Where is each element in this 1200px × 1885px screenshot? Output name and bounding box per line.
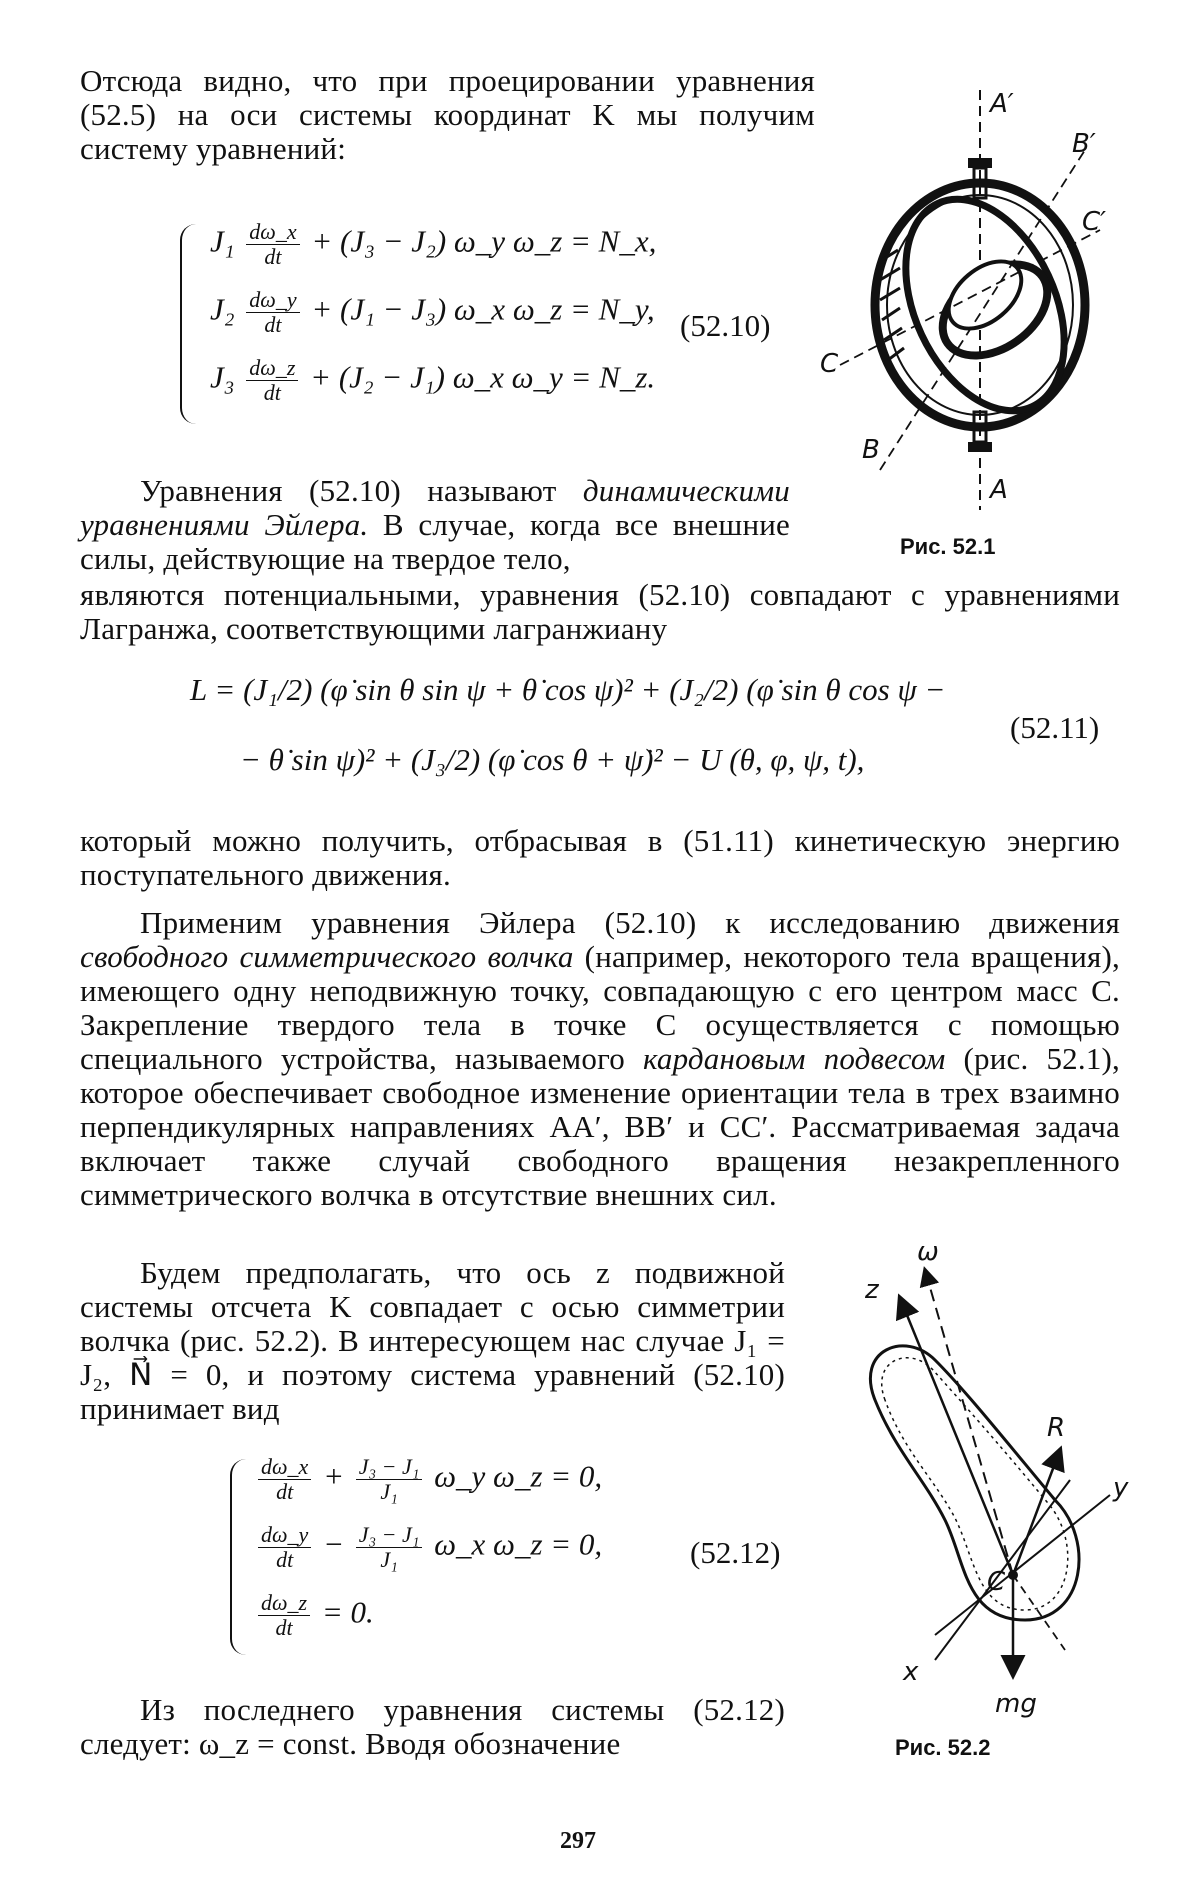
gimbal-drawing xyxy=(820,80,1120,540)
label-c-prime: C′ xyxy=(1082,207,1107,237)
equation-52-11-line-2: − θ̇ sin ψ)² + (J₃/2) (φ̇ cos θ + ψ̇)² − U (θ, φ, ψ, t), xyxy=(240,742,865,777)
equation-brace xyxy=(180,224,196,424)
paragraph-2: Уравнения (52.10) называют динамическими уравнениями Эйлера. В случае, когда все внешние силы, действующие на твердое тело, xyxy=(80,473,790,576)
equation-number: (52.10) xyxy=(680,308,771,343)
term-euler-equations: динамическими уравнениями Эйлера. xyxy=(80,473,790,542)
label-y: y xyxy=(1113,1473,1129,1503)
label-a-prime: A′ xyxy=(990,89,1014,119)
equation-52-11 xyxy=(180,672,1140,802)
equation-52-12-line-3: $\frac{d\omega\_z}{dt}$ = 0. xyxy=(254,1591,374,1640)
paragraph-6: Из последнего уравнения системы (52.12) следует: ω_z = const. Вводя обозначение xyxy=(80,1692,785,1761)
label-b-prime: B′ xyxy=(1072,129,1096,159)
paragraph-1 xyxy=(80,64,815,166)
equation-52-12-line-2: $\frac{d\omega\_y}{dt}$ − $\frac{\text{J₃ − J₁}}{\text{J₁}}$ ω_x ω_z = 0, xyxy=(254,1523,602,1572)
paragraph-1-text: Отсюда видно, что при проецировании уравнения (52.5) на оси системы координат K мы получим систему уравнений: xyxy=(80,63,815,166)
equation-52-12 xyxy=(230,1455,790,1655)
label-r: R xyxy=(1047,1413,1066,1443)
equation-52-10-line-2: J₂ $\frac{d\omega\_y}{dt}$ + (J₁ − J₃) ω_x ω_z = N_y, xyxy=(210,287,655,337)
equation-52-10-line-1: J₁ $\frac{d\omega\_x}{dt}$ + (J₃ − J₂) ω_y ω_z = N_x, xyxy=(210,219,657,269)
equation-52-11-line-1: L = (J₁/2) (φ̇ sin θ sin ψ + θ̇ cos ψ)² + (J₂/2) (φ̇ sin θ cos ψ − xyxy=(190,672,946,707)
equation-number: (52.12) xyxy=(690,1535,781,1570)
label-mg: mg xyxy=(995,1689,1037,1719)
term-cardan-suspension: кардановым подвесом xyxy=(642,1041,946,1076)
paragraph-4: Применим уравнения Эйлера (52.10) к исследованию движения свободного симметрического волчка (например, некоторого тела вращения), имеющего одну неподвижную точку, совпадающую с его центром масс C. Закрепление твердого тела в точке C осуществляется с помощью специального устройства, называемого кардановым подвесом (рис. 52.1), которое обеспечивает свободное изменение ориентации тела в трех взаимно перпендикулярных направлениях AA′, BB′ и CC′. Рассматриваемая задача включает также случай свободного вращения незакрепленного симметрического волчка в отсутствие внешних сил. xyxy=(80,905,1120,1212)
top-drawing xyxy=(815,1240,1145,1720)
equation-52-10 xyxy=(180,220,800,430)
label-c: C xyxy=(820,349,839,379)
paragraph-5: Будем предполагать, что ось z подвижной системы отсчета K совпадает с осью симметрии волчка (рис. 52.2). В интересующем нас случае J₁ = J₂, N⃗ = 0, и поэтому система уравнений (52.10) принимает вид xyxy=(80,1255,785,1426)
paragraph-2-continued: являются потенциальными, уравнения (52.10) совпадают с уравнениями Лагранжа, соответствующими лагранжиану xyxy=(80,577,1120,646)
label-b: B xyxy=(862,435,880,465)
label-c: C xyxy=(987,1567,1006,1597)
equation-number: (52.11) xyxy=(1010,710,1100,745)
term-symmetric-top: свободного симметрического волчка xyxy=(80,939,574,974)
equation-52-12-line-1: $\frac{d\omega\_x}{dt}$ + $\frac{\text{J₃ − J₁}}{\text{J₁}}$ ω_y ω_z = 0, xyxy=(254,1455,602,1504)
label-a: A xyxy=(990,475,1008,505)
figure-52-1-caption: Рис. 52.1 xyxy=(900,534,996,559)
paragraph-3: который можно получить, отбрасывая в (51.11) кинетическую энергию поступательного движения. xyxy=(80,823,1120,892)
label-omega: ω xyxy=(917,1240,939,1267)
page-number: 297 xyxy=(560,1828,596,1854)
equation-52-10-line-3: J₃ $\frac{d\omega\_z}{dt}$ + (J₂ − J₁) ω_x ω_y = N_z. xyxy=(210,355,656,405)
label-z: z xyxy=(865,1275,879,1305)
label-x: x xyxy=(903,1657,919,1687)
figure-52-2-caption: Рис. 52.2 xyxy=(895,1735,991,1760)
equation-brace xyxy=(230,1459,246,1655)
